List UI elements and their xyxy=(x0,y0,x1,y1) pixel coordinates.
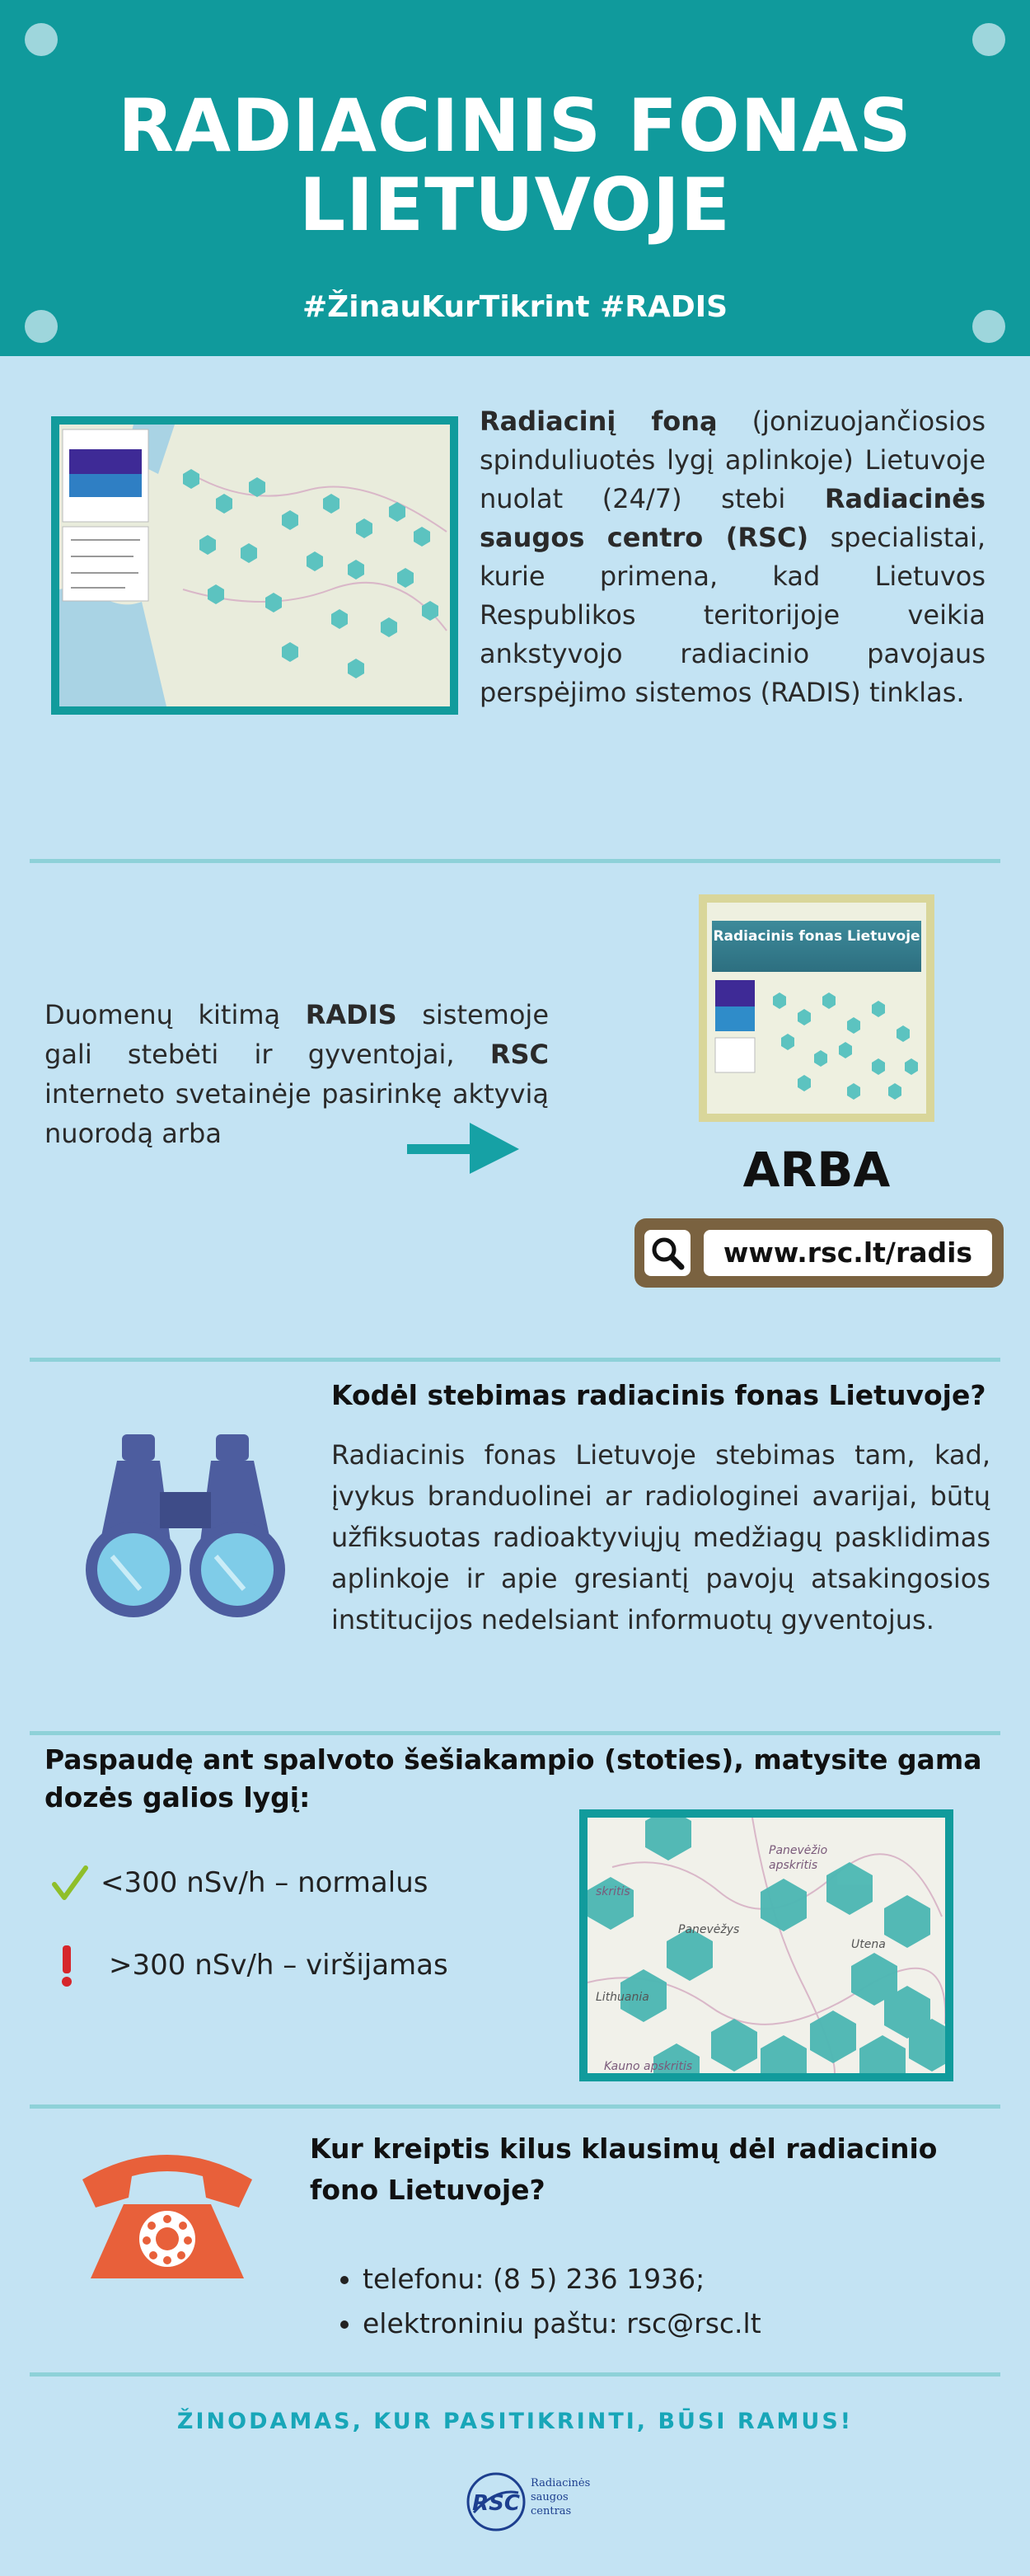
intro-text-1: (jonizuojančiosios spinduliuotės lygį aplinkoje) Lietuvoje nuolat (24/7) stebi xyxy=(480,406,986,514)
search-icon xyxy=(644,1230,691,1276)
title-line-2: LIETUVOJE xyxy=(299,162,731,247)
contact-heading: Kur kreiptis kilus klausimų dėl radiacinio fono Lietuvoje? xyxy=(310,2133,938,2206)
hexagon-map-screenshot xyxy=(579,1809,953,2081)
thumbnail-map xyxy=(707,972,926,1114)
radis-text-2: sistemoje gali stebėti ir gyventojai, xyxy=(44,999,550,1070)
map-label-utena: Utena xyxy=(851,1938,886,1951)
why-heading: Kodėl stebimas radiacinis fonas Lietuvoje? xyxy=(331,1379,986,1411)
footer-slogan: ŽINODAMAS, KUR PASITIKRINTI, BŪSI RAMUS! xyxy=(176,2409,854,2434)
section-divider xyxy=(30,2104,1000,2109)
intro-paragraph xyxy=(480,402,986,712)
hexagon-heading: Paspaudę ant spalvoto šešiakampio (stoties), matysite gama dozės galios lygį: xyxy=(44,1743,982,1814)
hashtags: #ŽinauKurTikrint #RADIS xyxy=(302,290,728,324)
radis-text-1: Duomenų kitimą xyxy=(44,999,306,1030)
section-divider xyxy=(30,1731,1000,1735)
map-label-panevezio: Panevėžio apskritis xyxy=(769,1844,828,1872)
logo-text xyxy=(531,2476,590,2518)
intro-bold-rsc: Radiacinės saugos centro (RSC) xyxy=(480,483,986,553)
logo-line-2: saugos xyxy=(531,2491,569,2503)
url-link[interactable]: www.rsc.lt/radis xyxy=(704,1230,992,1276)
exclamation-icon xyxy=(58,1945,76,1987)
phone-icon xyxy=(74,2138,260,2285)
exceeded-level-label: >300 nSv/h – viršijamas xyxy=(109,1949,448,1982)
checkmark-icon xyxy=(51,1865,89,1901)
section-divider xyxy=(30,859,1000,863)
logo-line-3: centras xyxy=(531,2505,572,2517)
contact-email[interactable]: • elektroniniu paštu: rsc@rsc.lt xyxy=(363,2302,989,2346)
binoculars-icon xyxy=(82,1433,288,1617)
search-button[interactable] xyxy=(644,1230,691,1276)
url-search-box[interactable] xyxy=(634,1218,1004,1288)
rsc-bold: RSC xyxy=(489,1039,549,1070)
hexagon-map-illustration xyxy=(588,1818,945,2073)
map-label-skritis: skritis xyxy=(596,1885,630,1898)
radis-map-screenshot xyxy=(51,416,458,715)
map-label-lithuania: Lithuania xyxy=(596,1991,649,2004)
or-label: ARBA xyxy=(742,1142,891,1198)
arrow-right-icon xyxy=(407,1121,519,1175)
normal-level-label: <300 nSv/h – normalus xyxy=(101,1866,428,1899)
corner-dot xyxy=(972,23,1005,56)
title-line-1: RADIACINIS FONAS xyxy=(118,83,912,168)
intro-bold-term: Radiacinį foną xyxy=(480,406,718,437)
logo-abbr: RSC xyxy=(472,2491,520,2516)
section-divider xyxy=(30,1358,1000,1362)
contact-phone[interactable]: • telefonu: (8 5) 236 1936; xyxy=(363,2257,989,2302)
logo-line-1: Radiacinės xyxy=(531,2477,591,2489)
corner-dot xyxy=(25,23,58,56)
why-paragraph: Radiacinis fonas Lietuvoje stebimas tam, kad, įvykus branduolinei ar radiologinei avarijai, būtų užfiksuotas radioaktyviųjų medžiagų pasklidimas aplinkoje ir apie gresiantį pavojų atsakingosios institucijos nedelsiant informuotų gyventojus. xyxy=(331,1439,990,1635)
map-illustration xyxy=(59,425,450,706)
section-divider xyxy=(30,2372,1000,2377)
contact-list xyxy=(330,2257,989,2346)
radis-bold: RADIS xyxy=(305,999,397,1030)
map-label-panevezys: Panevėžys xyxy=(678,1923,740,1936)
intro-text-2: specialistai, kurie primena, kad Lietuvos Respublikos teritorijoje veikia ankstyvojo radiacinio pavojaus perspėjimo sistemos (RADIS) tinklas. xyxy=(480,522,986,708)
map-label-kauno: Kauno apskritis xyxy=(604,2060,693,2073)
radis-text-3: interneto svetainėje pasirinkę aktyvią nuorodą arba xyxy=(44,1078,549,1149)
page-title xyxy=(0,83,1030,247)
thumbnail-title: Radiacinis fonas Lietuvoje xyxy=(712,921,921,972)
rsc-logo xyxy=(466,2471,527,2532)
radis-link-thumbnail[interactable] xyxy=(699,894,934,1122)
